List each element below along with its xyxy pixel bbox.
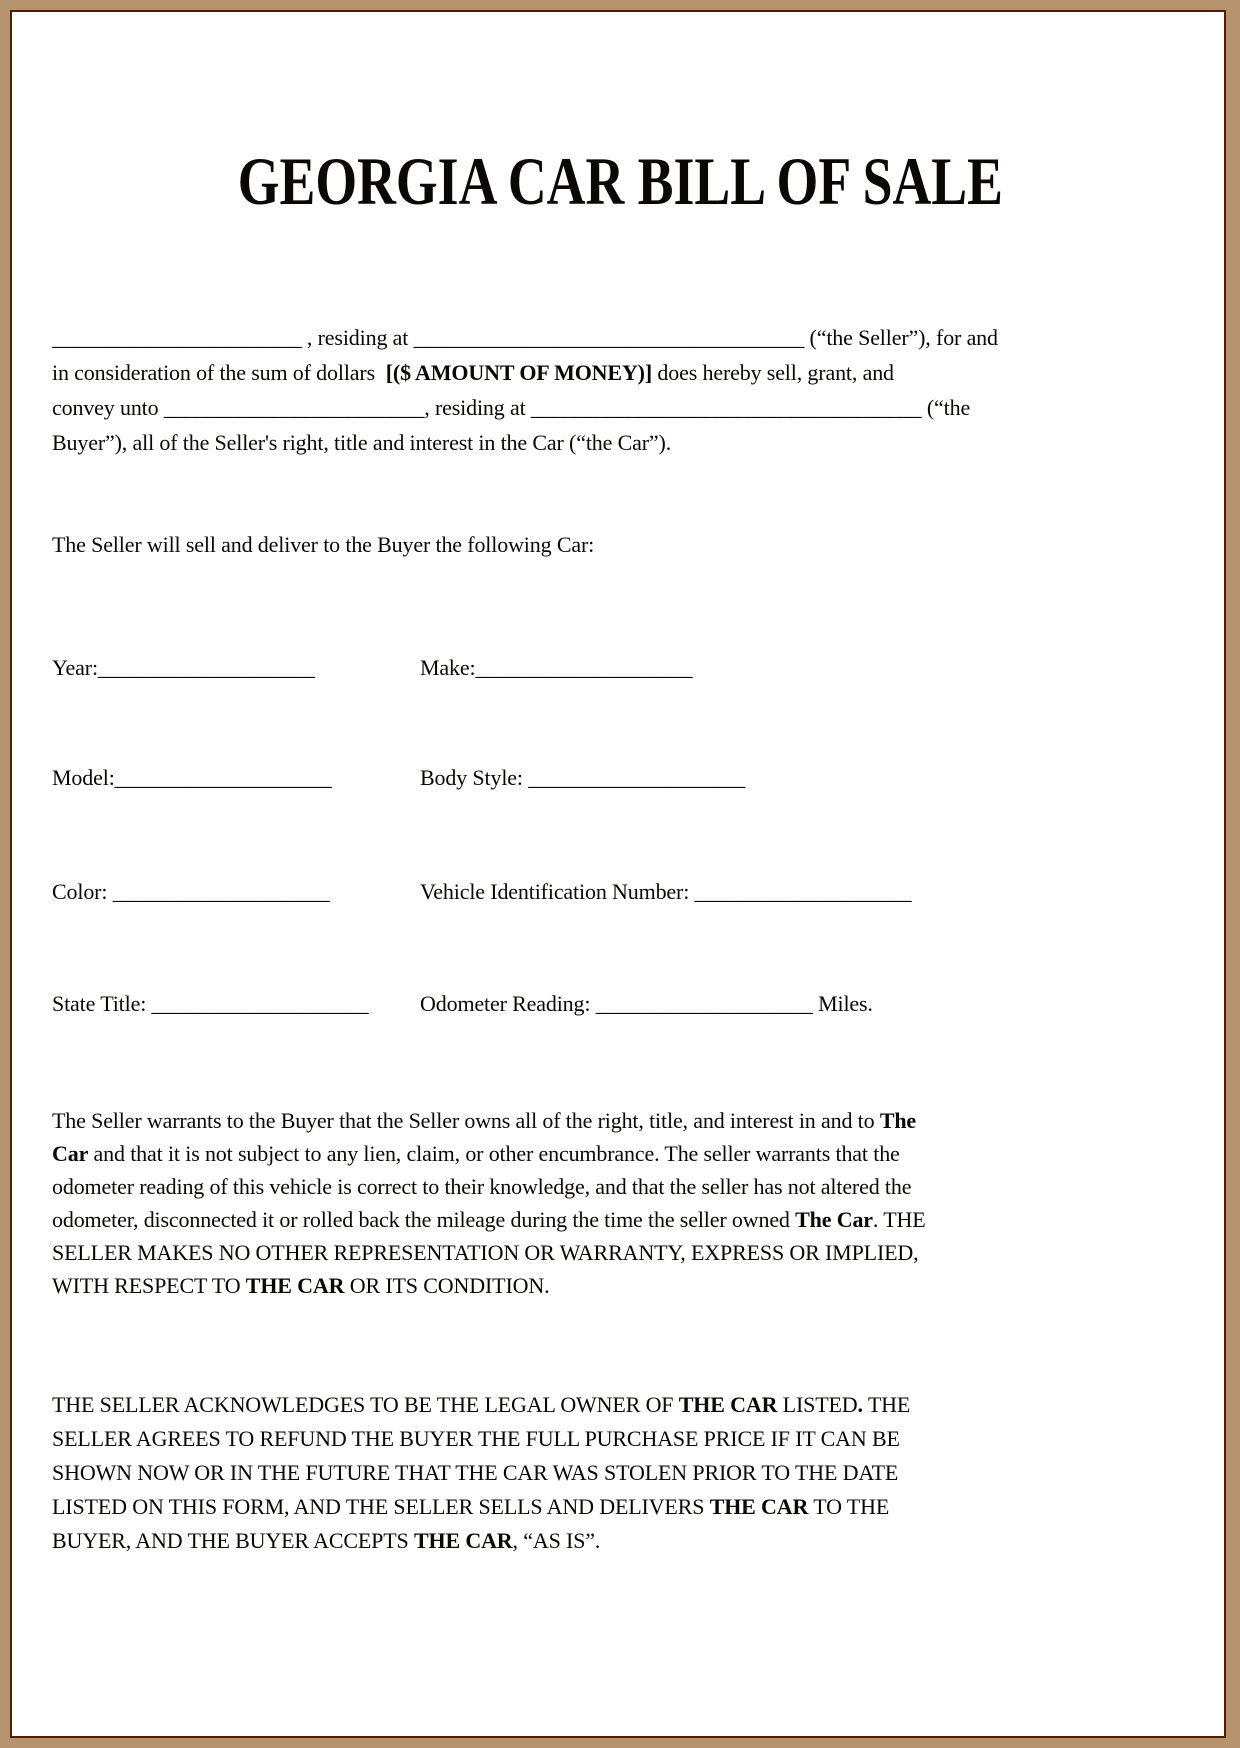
model-field [52, 760, 420, 795]
color-label: Color: [52, 879, 113, 904]
state-title-blank-line: ____________________ [151, 991, 369, 1016]
text-line [52, 1137, 926, 1170]
body-style-blank-line: ____________________ [528, 765, 746, 790]
blank-line: ____________________________________ [413, 325, 805, 350]
text-run: THE CAR [413, 1528, 513, 1553]
text-run: does hereby sell, grant, and [652, 360, 894, 385]
vehicle-fields-row-year-make [52, 650, 692, 685]
state-title-field [52, 986, 420, 1021]
text-line [52, 1456, 910, 1490]
odometer-suffix: Miles. [812, 991, 873, 1016]
text-run: and that it is not subject to any lien, claim, or other encumbrance. The seller warrants that the [88, 1141, 900, 1166]
text-run: odometer, disconnected it or rolled back the mileage during the time the seller owned [52, 1207, 796, 1232]
text-run: , residing at [301, 325, 414, 350]
text-run: BUYER, AND THE BUYER ACCEPTS [52, 1528, 414, 1553]
text-run: SHOWN NOW OR IN THE FUTURE THAT THE CAR WAS STOLEN PRIOR TO THE DATE [52, 1460, 899, 1485]
vehicle-fields-row-color-vin [52, 874, 912, 909]
odometer-label: Odometer Reading: [420, 991, 596, 1016]
odometer-field [420, 986, 873, 1021]
text-line [52, 425, 998, 460]
acknowledgement-paragraph [52, 1388, 910, 1558]
text-run: THE CAR [678, 1392, 778, 1417]
text-run: SELLER MAKES NO OTHER REPRESENTATION OR WARRANTY, EXPRESS OR IMPLIED, [52, 1240, 919, 1265]
text-run: THE SELLER ACKNOWLEDGES TO BE THE LEGAL OWNER OF [52, 1392, 679, 1417]
blank-line: ________________________ [163, 395, 425, 420]
odometer-blank-line: ____________________ [595, 991, 813, 1016]
text-line [52, 1269, 926, 1302]
blank-line: ____________________________________ [530, 395, 922, 420]
text-run: SELLER AGREES TO REFUND THE BUYER THE FULL PURCHASE PRICE IF IT CAN BE [52, 1426, 900, 1451]
text-run: The Car [795, 1207, 873, 1232]
text-run: THE CAR [245, 1273, 345, 1298]
text-run: THE CAR [709, 1494, 809, 1519]
text-run: . [857, 1392, 863, 1417]
make-blank-line: ____________________ [475, 655, 693, 680]
text-run: Car [52, 1141, 89, 1166]
vehicle-fields-row-model-body [52, 760, 745, 795]
text-run: , “AS IS”. [512, 1528, 601, 1553]
text-run: Buyer”), all of the Seller's right, title and interest in the Car (“the Car”). [52, 430, 672, 455]
text-run: TO THE [808, 1494, 890, 1519]
text-run: (“the [921, 395, 971, 420]
year-blank-line: ____________________ [97, 655, 315, 680]
text-run: LISTED [777, 1392, 858, 1417]
color-field [52, 874, 420, 909]
body-style-label: Body Style: [420, 765, 529, 790]
text-run: odometer reading of this vehicle is correct to their knowledge, and that the seller has not altered the [52, 1174, 912, 1199]
text-run: The Seller warrants to the Buyer that the Seller owns all of the right, title, and interest in and to [52, 1108, 880, 1133]
make-label: Make: [420, 655, 476, 680]
text-run: . THE [872, 1207, 926, 1232]
text-run: [($ AMOUNT OF MONEY)] [385, 360, 653, 385]
text-line [52, 1236, 926, 1269]
vin-label: Vehicle Identification Number: [420, 879, 695, 904]
text-line [52, 1422, 910, 1456]
vehicle-intro-text: The Seller will sell and deliver to the Buyer the following Car: [52, 532, 595, 557]
text-run: WITH RESPECT TO [52, 1273, 246, 1298]
model-blank-line: ____________________ [114, 765, 332, 790]
text-run: OR ITS CONDITION. [344, 1273, 550, 1298]
text-run: , residing at [424, 395, 531, 420]
body-style-field [420, 760, 745, 795]
text-line [52, 320, 998, 355]
intro-paragraph [52, 320, 998, 460]
page-title [0, 143, 1240, 219]
text-line [52, 1203, 926, 1236]
year-field [52, 650, 420, 685]
text-run: The [879, 1108, 917, 1133]
vin-blank-line: ____________________ [694, 879, 912, 904]
model-label: Model: [52, 765, 115, 790]
text-line [52, 355, 998, 390]
text-line [52, 1170, 926, 1203]
color-blank-line: ____________________ [112, 879, 330, 904]
vin-field [420, 874, 912, 909]
text-line [52, 1524, 910, 1558]
text-run: in consideration of the sum of dollars [52, 360, 386, 385]
vehicle-fields-row-title-odo [52, 986, 873, 1021]
make-field [420, 650, 692, 685]
text-run: convey unto [52, 395, 164, 420]
warranty-paragraph [52, 1104, 926, 1302]
text-run: (“the Seller”), for and [804, 325, 998, 350]
year-label: Year: [52, 655, 98, 680]
text-line [52, 1490, 910, 1524]
text-run: LISTED ON THIS FORM, AND THE SELLER SELLS AND DELIVERS [52, 1494, 710, 1519]
text-line [52, 1388, 910, 1422]
text-run: THE [862, 1392, 911, 1417]
page-title-text: GEORGIA CAR BILL OF SALE [237, 143, 1003, 219]
text-line [52, 1104, 926, 1137]
state-title-label: State Title: [52, 991, 152, 1016]
text-line [52, 390, 998, 425]
blank-line: _______________________ [52, 325, 302, 350]
